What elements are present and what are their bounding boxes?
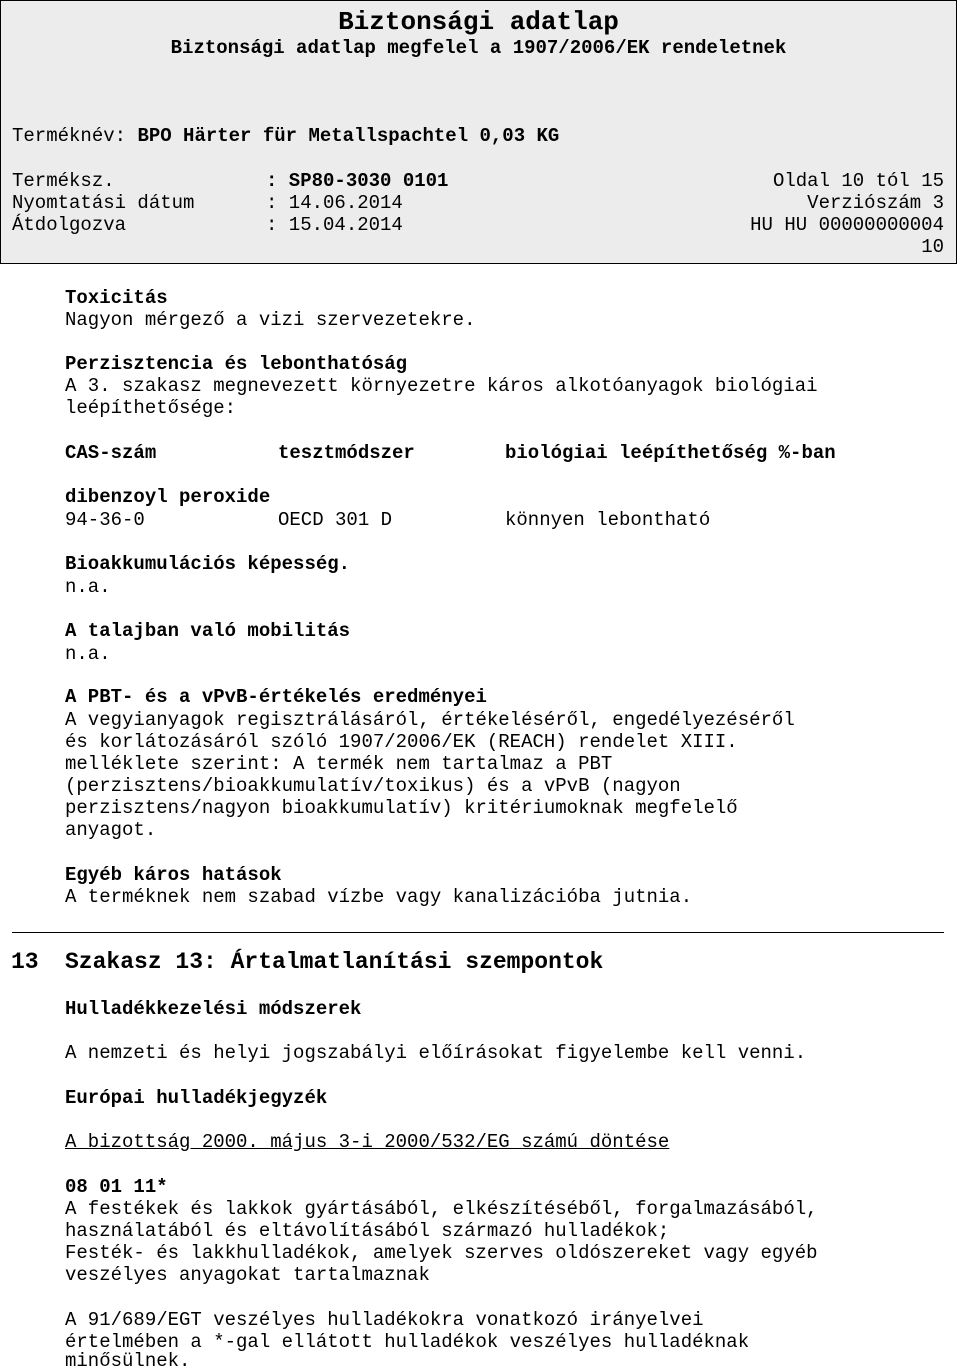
hu-code-continuation: 10	[921, 236, 944, 258]
ewc-heading: Európai hulladékjegyzék	[65, 1087, 328, 1109]
mobility-heading: A talajban való mobilitás	[65, 620, 351, 642]
bioaccumulation-heading: Bioakkumulációs képesség.	[65, 553, 351, 575]
mobility-value: n.a.	[65, 643, 111, 665]
pbt-text-line: melléklete szerint: A termék nem tartalmaz a PBT	[65, 753, 613, 775]
table-header-degradability: biológiai leépíthetőség %-ban	[505, 442, 836, 464]
table-header-method: tesztmódszer	[278, 442, 415, 464]
product-no-label: Terméksz.	[12, 170, 115, 192]
waste-code-line: veszélyes anyagokat tartalmaznak	[65, 1264, 430, 1286]
document-subtitle: Biztonsági adatlap megfelel a 1907/2006/EK rendeletnek	[170, 37, 787, 59]
waste-code-line: használatából és eltávolításából származó hulladékok;	[65, 1220, 670, 1242]
directive-line: A 91/689/EGT veszélyes hulladékokra vonatkozó irányelvei	[65, 1309, 704, 1331]
pbt-text-line: és korlátozásáról szóló 1907/2006/EK (REACH) rendelet XIII.	[65, 731, 738, 753]
hu-code: HU HU 00000000004	[750, 214, 944, 236]
persistence-text-2: leépíthetősége:	[65, 397, 237, 419]
pbt-text-line: A vegyianyagok regisztrálásáról, értékeléséről, engedélyezéséről	[65, 709, 795, 731]
section-number: 13	[11, 949, 39, 975]
version-number: Verziószám 3	[807, 192, 944, 214]
persistence-text-1: A 3. szakasz megnevezett környezetre káros alkotóanyagok biológiai	[65, 375, 818, 397]
waste-methods-heading: Hulladékkezelési módszerek	[65, 998, 362, 1020]
substance-name: dibenzoyl peroxide	[65, 486, 271, 508]
directive-line: minősülnek.	[65, 1350, 191, 1372]
print-date-label: Nyomtatási dátum	[12, 192, 195, 214]
waste-code-line: A festékek és lakkok gyártásából, elkészítéséből, forgalmazásából,	[65, 1198, 818, 1220]
section-divider	[12, 932, 944, 933]
pbt-heading: A PBT- és a vPvB-értékelés eredményei	[65, 686, 487, 708]
revised-label: Átdolgozva	[12, 214, 127, 236]
toxicity-heading: Toxicitás	[65, 287, 168, 309]
other-effects-text: A terméknek nem szabad vízbe vagy kanalizációba jutnia.	[65, 886, 693, 908]
other-effects-heading: Egyéb káros hatások	[65, 864, 282, 886]
persistence-heading: Perzisztencia és lebonthatóság	[65, 353, 408, 375]
pbt-text-line: anyagot.	[65, 819, 157, 841]
page-number: Oldal 10 tól 15	[772, 170, 944, 192]
product-name: BPO Härter für Metallspachtel 0,03 KG	[137, 125, 560, 147]
table-cell-method: OECD 301 D	[278, 509, 393, 531]
waste-code-line: Festék- és lakkhulladékok, amelyek szerves oldószereket vagy egyéb	[65, 1242, 818, 1264]
document-header	[0, 0, 957, 264]
waste-methods-text: A nemzeti és helyi jogszabályi előírásokat figyelembe kell venni.	[65, 1042, 807, 1064]
decision-text: A bizottság 2000. május 3-i 2000/532/EG számú döntése	[65, 1131, 670, 1153]
table-cell-degradability: könnyen lebontható	[505, 509, 711, 531]
product-name-label: Terméknév:	[12, 125, 127, 147]
table-cell-cas: 94-36-0	[65, 509, 145, 531]
document-title: Biztonsági adatlap	[338, 7, 619, 37]
toxicity-text: Nagyon mérgező a vizi szervezetekre.	[65, 309, 476, 331]
waste-code: 08 01 11*	[65, 1176, 168, 1198]
pbt-text-line: (perzisztens/bioakkumulatív/toxikus) és a vPvB (nagyon	[65, 775, 681, 797]
print-date: : 14.06.2014	[266, 192, 403, 214]
product-no: : SP80-3030 0101	[266, 170, 449, 192]
pbt-text-line: perzisztens/nagyon bioakkumulatív) kritériumoknak megfelelő	[65, 797, 738, 819]
bioaccumulation-value: n.a.	[65, 576, 111, 598]
directive-line: értelmében a *-gal ellátott hulladékok veszélyes hulladéknak	[65, 1331, 750, 1353]
table-header-cas: CAS-szám	[65, 442, 157, 464]
product-name-row	[12, 125, 559, 147]
revised-date: : 15.04.2014	[266, 214, 403, 236]
section-title: Szakasz 13: Ártalmatlanítási szempontok	[65, 949, 604, 975]
